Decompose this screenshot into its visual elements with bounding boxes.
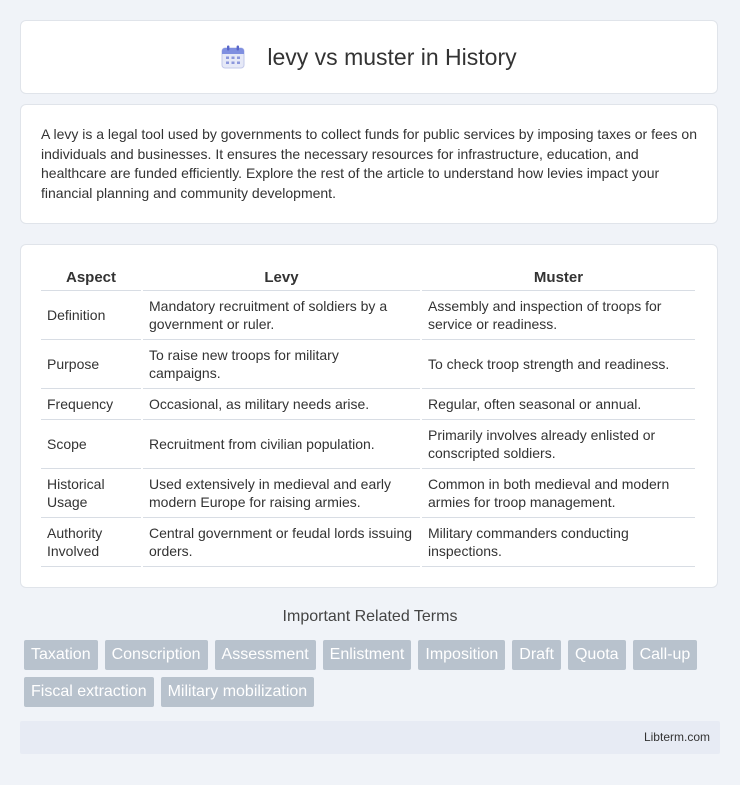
calendar-icon bbox=[221, 45, 245, 69]
header-aspect: Aspect bbox=[41, 265, 141, 291]
header-card bbox=[20, 20, 718, 94]
cell-muster: Assembly and inspection of troops for service or readiness. bbox=[422, 291, 695, 340]
cell-aspect: Historical Usage bbox=[41, 469, 141, 518]
intro-text: A levy is a legal tool used by governments to collect funds for public services by imposing taxes or fees on individuals and businesses. It ensures the necessary resources for infrastructure, education, and healthcare are funded efficiently. Explore the rest of the article to understand how levies impact your financial planning and community development. bbox=[41, 126, 698, 201]
table-header-row bbox=[41, 265, 695, 291]
page-title: levy vs muster in History bbox=[267, 43, 517, 70]
table-row bbox=[41, 340, 695, 389]
header-levy: Levy bbox=[143, 265, 420, 291]
table-row bbox=[41, 291, 695, 340]
tag-assessment[interactable]: Assessment bbox=[215, 640, 316, 670]
cell-levy: Mandatory recruitment of soldiers by a government or ruler. bbox=[143, 291, 420, 340]
table-row bbox=[41, 420, 695, 469]
footer-site-link[interactable]: Libterm.com bbox=[643, 730, 710, 744]
cell-muster: To check troop strength and readiness. bbox=[422, 340, 695, 389]
related-terms-title: Important Related Terms bbox=[282, 608, 458, 625]
table-row bbox=[41, 389, 695, 420]
related-terms-tags bbox=[24, 640, 724, 707]
cell-aspect: Definition bbox=[41, 291, 141, 340]
tag-enlistment[interactable]: Enlistment bbox=[323, 640, 412, 670]
cell-aspect: Authority Involved bbox=[41, 518, 141, 567]
cell-muster: Common in both medieval and modern armies for troop management. bbox=[422, 469, 695, 518]
tag-military-mobilization[interactable]: Military mobilization bbox=[161, 677, 315, 707]
tag-taxation[interactable]: Taxation bbox=[24, 640, 98, 670]
table-row bbox=[41, 518, 695, 567]
comparison-table-card bbox=[20, 244, 718, 588]
cell-muster: Regular, often seasonal or annual. bbox=[422, 389, 695, 420]
cell-aspect: Frequency bbox=[41, 389, 141, 420]
cell-levy: Occasional, as military needs arise. bbox=[143, 389, 420, 420]
table-row bbox=[41, 469, 695, 518]
header-muster: Muster bbox=[422, 265, 695, 291]
cell-aspect: Scope bbox=[41, 420, 141, 469]
cell-levy: Recruitment from civilian population. bbox=[143, 420, 420, 469]
cell-muster: Primarily involves already enlisted or conscripted soldiers. bbox=[422, 420, 695, 469]
comparison-table bbox=[39, 265, 697, 567]
tag-imposition[interactable]: Imposition bbox=[418, 640, 505, 670]
cell-levy: Used extensively in medieval and early modern Europe for raising armies. bbox=[143, 469, 420, 518]
tag-call-up[interactable]: Call-up bbox=[633, 640, 698, 670]
intro-card bbox=[20, 104, 718, 224]
tag-conscription[interactable]: Conscription bbox=[105, 640, 208, 670]
cell-aspect: Purpose bbox=[41, 340, 141, 389]
title-wrap bbox=[221, 44, 516, 71]
tag-quota[interactable]: Quota bbox=[568, 640, 626, 670]
cell-levy: Central government or feudal lords issuing orders. bbox=[143, 518, 420, 567]
tag-draft[interactable]: Draft bbox=[512, 640, 561, 670]
footer bbox=[20, 721, 720, 754]
cell-muster: Military commanders conducting inspections. bbox=[422, 518, 695, 567]
cell-levy: To raise new troops for military campaigns. bbox=[143, 340, 420, 389]
tag-fiscal-extraction[interactable]: Fiscal extraction bbox=[24, 677, 154, 707]
